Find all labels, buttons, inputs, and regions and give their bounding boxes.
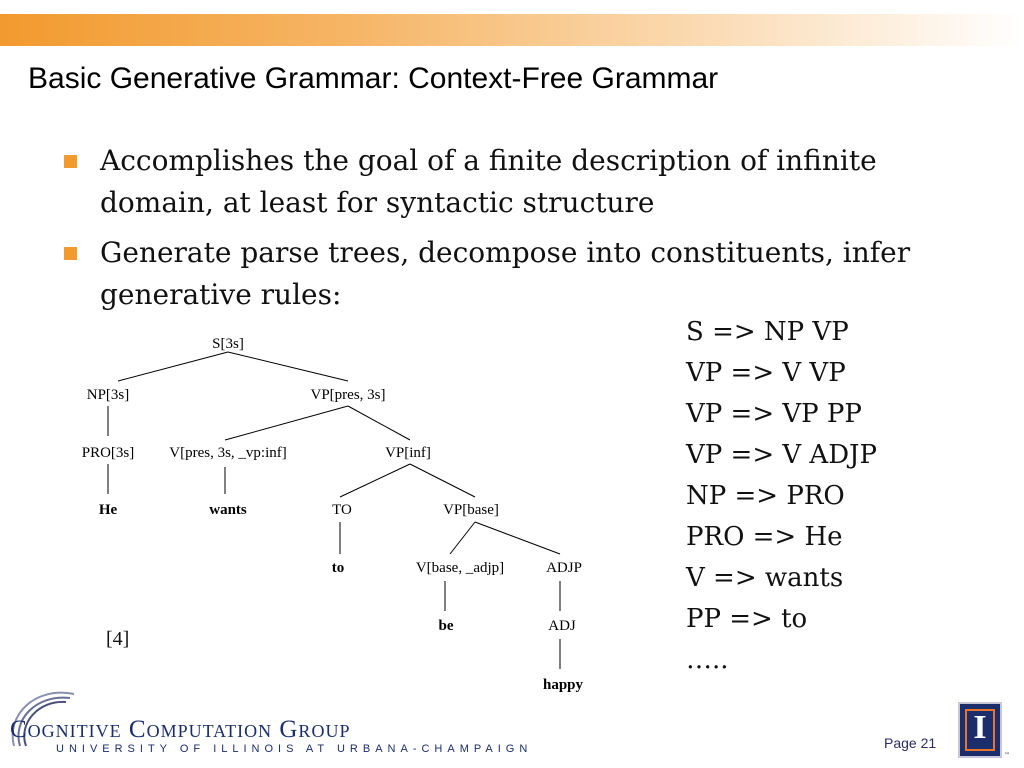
tree-node-s: S[3s] bbox=[212, 336, 244, 352]
grammar-rule: V => wants bbox=[686, 563, 844, 593]
tree-leaf-to: to bbox=[331, 560, 345, 576]
tree-node-v-base: V[base, _adjp] bbox=[415, 560, 505, 576]
tree-edge bbox=[475, 522, 560, 554]
tree-edge bbox=[228, 352, 348, 381]
tree-node-pro: PRO[3s] bbox=[81, 445, 135, 461]
bullet-list bbox=[62, 140, 962, 324]
tree-leaf-happy: happy bbox=[542, 677, 584, 693]
tree-edge bbox=[348, 406, 410, 440]
bullet-item bbox=[62, 232, 962, 316]
tree-leaf-he: He bbox=[98, 502, 118, 518]
grammar-rule: NP => PRO bbox=[686, 481, 845, 511]
grammar-rules-list bbox=[686, 312, 877, 681]
group-logo-title: Cognitive Computation Group bbox=[10, 716, 351, 743]
grammar-rule: ….. bbox=[686, 645, 729, 675]
illinois-block-i-logo bbox=[958, 702, 1002, 758]
tree-node-v-pres: V[pres, 3s, _vp:inf] bbox=[169, 445, 287, 461]
grammar-rule: PRO => He bbox=[686, 522, 843, 552]
tree-edge bbox=[410, 464, 475, 497]
citation: [4] bbox=[106, 628, 130, 650]
tree-node-vp-inf: VP[inf] bbox=[385, 445, 431, 461]
grammar-rule: VP => VP PP bbox=[686, 399, 862, 429]
bullet-square-icon bbox=[64, 155, 77, 168]
tree-node-to: TO bbox=[332, 502, 352, 518]
bullet-text: Generate parse trees, decompose into constituents, infer generative rules: bbox=[100, 236, 911, 311]
bullet-square-icon bbox=[64, 247, 77, 260]
slide-title: Basic Generative Grammar: Context-Free Grammar bbox=[28, 62, 719, 95]
tree-edge bbox=[450, 522, 475, 554]
tree-leaf-wants: wants bbox=[209, 502, 247, 518]
university-subtitle: UNIVERSITY OF ILLINOIS AT URBANA-CHAMPAIGN bbox=[56, 743, 533, 755]
tree-node-vp-base: VP[base] bbox=[443, 502, 499, 518]
header-gradient-bar bbox=[0, 14, 1024, 46]
bullet-text: Accomplishes the goal of a finite description of infinite domain, at least for syntactic structure bbox=[100, 144, 877, 219]
tree-node-adj: ADJ bbox=[548, 618, 576, 634]
tree-edge bbox=[118, 352, 228, 381]
grammar-rule: S => NP VP bbox=[686, 317, 849, 347]
grammar-rule: VP => V ADJP bbox=[686, 440, 877, 470]
parse-tree bbox=[60, 326, 620, 696]
tree-leaf-be: be bbox=[438, 618, 454, 634]
trademark-mark: ™ bbox=[1004, 752, 1010, 759]
grammar-rule: PP => to bbox=[686, 604, 808, 634]
bullet-item bbox=[62, 140, 962, 224]
page-number: Page 21 bbox=[884, 735, 937, 751]
tree-node-np: NP[3s] bbox=[86, 387, 130, 403]
tree-edge bbox=[340, 464, 410, 497]
grammar-rule: VP => V VP bbox=[686, 358, 846, 388]
block-i-letter: I bbox=[973, 709, 987, 746]
tree-node-vp-pres: VP[pres, 3s] bbox=[310, 387, 386, 403]
tree-node-adjp: ADJP bbox=[546, 560, 582, 576]
tree-edge bbox=[225, 406, 348, 440]
